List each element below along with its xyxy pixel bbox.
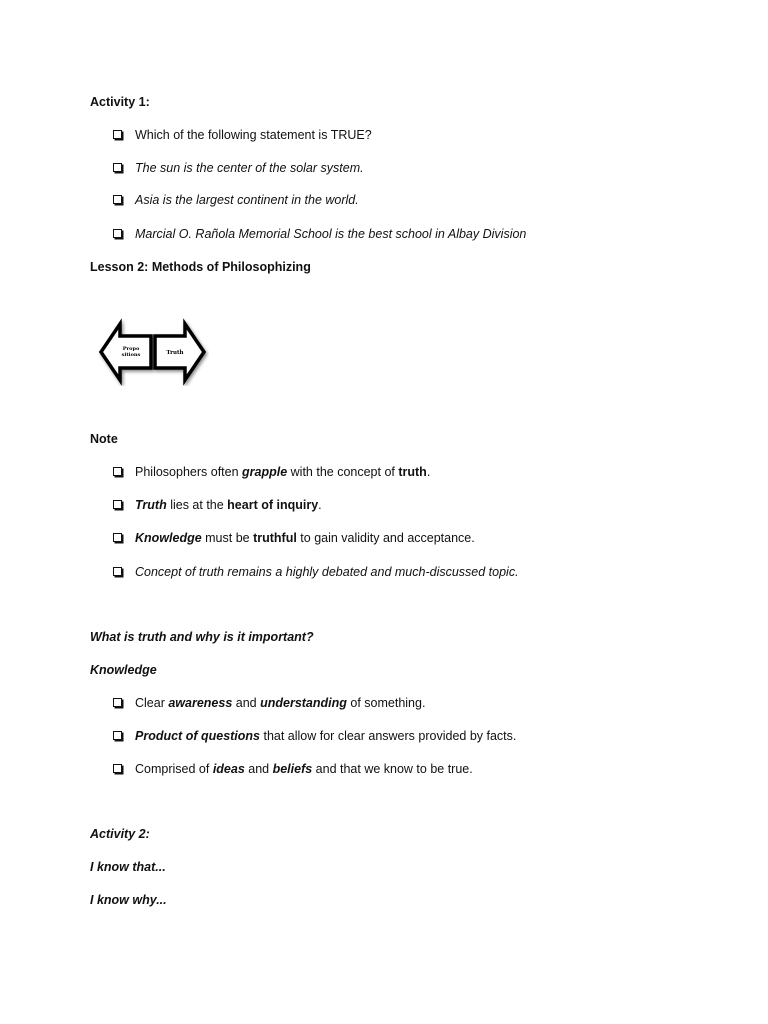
checkbox-bullet-icon [113, 567, 122, 576]
knowledge-item: Product of questions that allow for clear answers provided by facts. [135, 729, 517, 743]
checkbox-bullet-icon [113, 698, 122, 707]
left-arrow-label: Propo [122, 346, 140, 352]
knowledge-heading: Knowledge [90, 663, 157, 677]
checkbox-bullet-icon [113, 163, 122, 172]
activity2-line-know-why: I know why... [90, 893, 167, 907]
left-arrow-label-cont: sitions [121, 352, 141, 358]
note-item: Truth lies at the heart of inquiry. [135, 498, 322, 512]
checkbox-bullet-icon [113, 467, 122, 476]
checkbox-bullet-icon [113, 500, 122, 509]
activity1-item: Marcial O. Rañola Memorial School is the best school in Albay Division [135, 227, 527, 241]
checkbox-bullet-icon [113, 764, 122, 773]
lesson2-heading: Lesson 2: Methods of Philosophizing [90, 260, 311, 274]
activity2-line-know-that: I know that... [90, 860, 166, 874]
note-item: Concept of truth remains a highly debated and much-discussed topic. [135, 565, 519, 579]
note-heading: Note [90, 432, 118, 446]
checkbox-bullet-icon [113, 533, 122, 542]
activity2-heading: Activity 2: [90, 827, 150, 841]
checkbox-bullet-icon [113, 130, 122, 139]
checkbox-bullet-icon [113, 195, 122, 204]
activity1-heading: Activity 1: [90, 95, 150, 109]
note-item: Philosophers often grapple with the concept of truth. [135, 465, 431, 479]
right-arrow-label: Truth [166, 350, 184, 356]
propositions-truth-arrow-diagram [97, 318, 209, 386]
question-heading: What is truth and why is it important? [90, 630, 314, 644]
note-item: Knowledge must be truthful to gain validity and acceptance. [135, 531, 475, 545]
checkbox-bullet-icon [113, 229, 122, 238]
knowledge-item: Clear awareness and understanding of something. [135, 696, 426, 710]
activity1-item: Asia is the largest continent in the world. [135, 193, 359, 207]
knowledge-item: Comprised of ideas and beliefs and that we know to be true. [135, 762, 473, 776]
checkbox-bullet-icon [113, 731, 122, 740]
activity1-item: The sun is the center of the solar system. [135, 161, 364, 175]
activity1-item: Which of the following statement is TRUE? [135, 128, 372, 142]
